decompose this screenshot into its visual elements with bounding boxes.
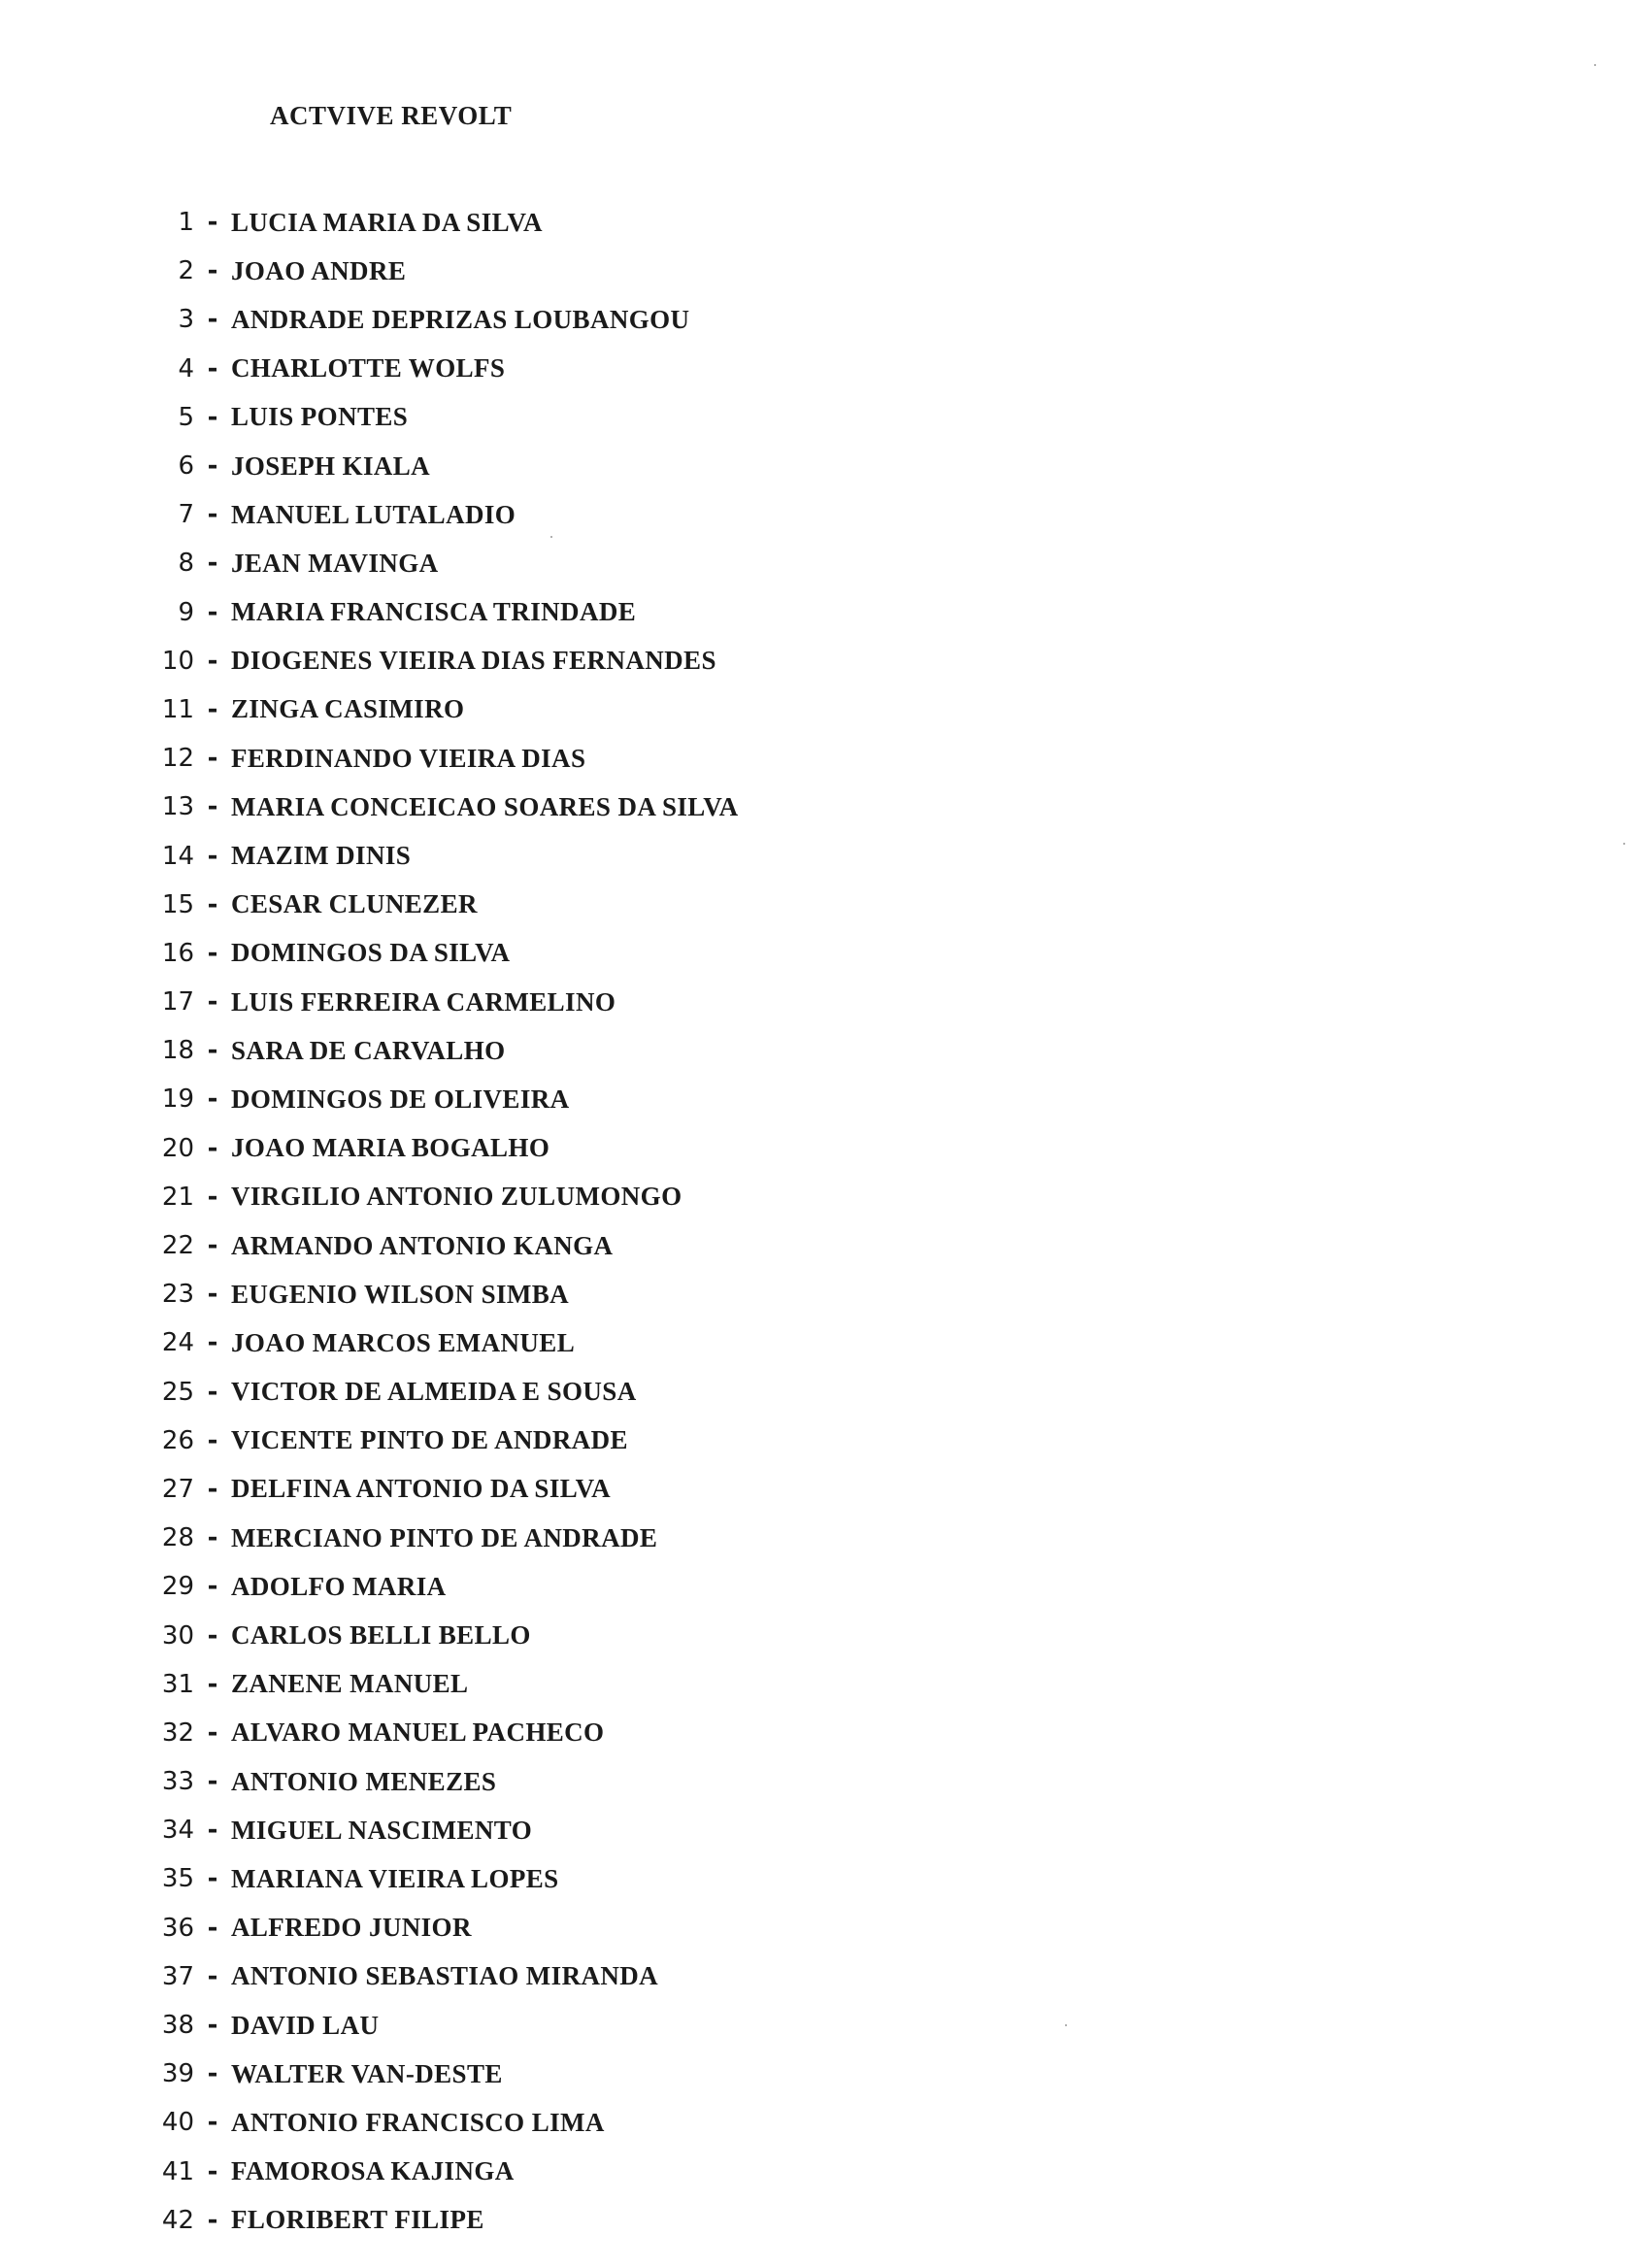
item-number: 24 [161,1328,194,1358]
item-number: 8 [178,549,194,579]
item-number: 34 [161,1816,194,1846]
item-name: ZINGA CASIMIRO [231,694,465,724]
list-item [146,1757,1311,1806]
item-name: JEAN MAVINGA [231,548,439,578]
item-name: DAVID LAU [231,2010,380,2040]
item-separator: - [207,646,218,676]
item-separator: - [207,841,218,871]
item-number: 22 [161,1231,194,1261]
item-name: DOMINGOS DE OLIVEIRA [231,1084,570,1114]
item-number: 17 [161,987,194,1017]
item-name: CHARLOTTE WOLFS [231,353,506,384]
item-separator: - [207,2011,218,2041]
list-item [146,1124,1311,1173]
list-item [146,1417,1311,1465]
item-number: 32 [161,1718,194,1748]
item-separator: - [207,1718,218,1748]
item-separator: - [207,597,218,627]
item-number: 21 [161,1182,194,1212]
item-name: JOAO MARIA BOGALHO [231,1133,550,1163]
item-separator: - [207,744,218,774]
item-number: 18 [161,1036,194,1066]
item-separator: - [207,1377,218,1407]
item-number: 27 [161,1474,194,1504]
item-separator: - [207,2059,218,2089]
item-name: WALTER VAN-DESTE [231,2058,503,2088]
item-name: CESAR CLUNEZER [231,889,478,919]
item-name: FLORIBERT FILIPE [231,2205,484,2235]
list-item [146,734,1311,783]
item-number: 31 [161,1669,194,1699]
item-name: VICENTE PINTO DE ANDRADE [231,1425,628,1455]
item-name: MAZIM DINIS [231,841,412,871]
item-separator: - [207,1425,218,1455]
item-name: EUGENIO WILSON SIMBA [231,1279,570,1309]
item-number: 5 [178,402,194,432]
item-number: 25 [161,1377,194,1407]
list-item [146,1514,1311,1562]
item-name: MIGUEL NASCIMENTO [231,1815,533,1845]
list-item [146,588,1311,637]
item-separator: - [207,987,218,1017]
item-name: ANTONIO FRANCISCO LIMA [231,2107,605,2137]
list-item [146,2196,1311,2245]
item-number: 15 [161,889,194,919]
item-number: 19 [161,1084,194,1115]
item-name: DOMINGOS DA SILVA [231,938,511,968]
item-number: 41 [161,2156,194,2186]
item-separator: - [207,1961,218,1991]
item-number: 13 [161,792,194,822]
document-title: ACTVIVE REVOLT [270,101,513,130]
item-separator: - [207,451,218,482]
item-number: 28 [161,1523,194,1553]
item-name: LUIS FERREIRA CARMELINO [231,986,616,1017]
item-separator: - [207,1084,218,1115]
item-name: CARLOS BELLI BELLO [231,1620,531,1651]
item-name: ANTONIO MENEZES [231,1766,497,1796]
item-number: 38 [161,2011,194,2041]
list-item [146,539,1311,587]
item-name: VICTOR DE ALMEIDA E SOUSA [231,1377,637,1407]
item-separator: - [207,256,218,286]
list-item [146,1709,1311,1757]
item-number: 6 [178,451,194,482]
item-number: 30 [161,1620,194,1651]
item-separator: - [207,938,218,968]
list-item [146,345,1311,393]
list-item [146,490,1311,539]
item-separator: - [207,402,218,432]
list-item [146,685,1311,734]
item-name: JOSEPH KIALA [231,450,431,481]
list-item [146,1173,1311,1221]
item-separator: - [207,792,218,822]
list-item [146,1562,1311,1611]
item-number: 14 [161,841,194,871]
item-number: 37 [161,1961,194,1991]
list-item [146,198,1311,247]
item-number: 16 [161,938,194,968]
item-number: 40 [161,2108,194,2138]
item-number: 10 [161,646,194,676]
item-name: VIRGILIO ANTONIO ZULUMONGO [231,1182,682,1212]
list-item [146,831,1311,880]
item-name: MARIANA VIEIRA LOPES [231,1863,559,1893]
scan-speck [1623,843,1625,845]
item-number: 1 [178,208,194,238]
item-name: FAMOROSA KAJINGA [231,2156,515,2186]
item-name: ANDRADE DEPRIZAS LOUBANGOU [231,304,690,334]
item-number: 12 [161,744,194,774]
item-name: ADOLFO MARIA [231,1571,447,1601]
list-item [146,295,1311,344]
item-name: MANUEL LUTALADIO [231,499,516,529]
list-item [146,2050,1311,2098]
item-name: DIOGENES VIEIRA DIAS FERNANDES [231,646,716,676]
item-number: 2 [178,256,194,286]
item-number: 33 [161,1767,194,1797]
item-name: LUIS PONTES [231,402,409,432]
item-name: ALFREDO JUNIOR [231,1913,472,1943]
item-separator: - [207,305,218,335]
list-item [146,442,1311,490]
item-separator: - [207,889,218,919]
item-number: 9 [178,597,194,627]
list-item [146,1904,1311,1952]
item-name: FERDINANDO VIEIRA DIAS [231,743,586,773]
item-name: ALVARO MANUEL PACHECO [231,1718,605,1748]
item-name: LUCIA MARIA DA SILVA [231,207,543,237]
item-separator: - [207,1816,218,1846]
item-separator: - [207,208,218,238]
item-number: 29 [161,1572,194,1602]
item-number: 35 [161,1864,194,1894]
item-separator: - [207,2108,218,2138]
item-separator: - [207,1913,218,1943]
item-number: 42 [161,2205,194,2235]
list-item [146,637,1311,685]
item-separator: - [207,1231,218,1261]
list-item [146,1465,1311,1514]
item-separator: - [207,1864,218,1894]
item-number: 4 [178,353,194,384]
item-separator: - [207,1523,218,1553]
item-name: JOAO ANDRE [231,255,407,285]
scan-speck [1594,64,1596,66]
item-name: MARIA FRANCISCA TRINDADE [231,597,637,627]
list-item [146,1221,1311,1270]
item-number: 36 [161,1913,194,1943]
item-name: JOAO MARCOS EMANUEL [231,1327,576,1357]
item-separator: - [207,1182,218,1212]
list-item [146,1368,1311,1417]
list-item [146,1611,1311,1659]
list-item [146,1854,1311,1903]
list-item [146,393,1311,442]
item-separator: - [207,1572,218,1602]
item-name: DELFINA ANTONIO DA SILVA [231,1474,611,1504]
list-item [146,929,1311,978]
item-number: 11 [161,694,194,724]
list-item [146,978,1311,1026]
item-number: 23 [161,1280,194,1310]
list-item [146,1270,1311,1318]
item-separator: - [207,1133,218,1163]
item-name: MARIA CONCEICAO SOARES DA SILVA [231,791,739,821]
item-name: ZANENE MANUEL [231,1669,469,1699]
item-separator: - [207,353,218,384]
item-number: 3 [178,305,194,335]
item-separator: - [207,1280,218,1310]
item-separator: - [207,1620,218,1651]
scan-speck [1065,2024,1067,2026]
item-name: SARA DE CARVALHO [231,1035,506,1065]
list-item [146,2098,1311,2147]
item-number: 20 [161,1133,194,1163]
item-separator: - [207,2205,218,2235]
item-separator: - [207,694,218,724]
item-number: 7 [178,500,194,530]
list-item [146,1075,1311,1123]
item-separator: - [207,1669,218,1699]
list-item [146,783,1311,831]
item-separator: - [207,1328,218,1358]
item-name: ARMANDO ANTONIO KANGA [231,1230,614,1260]
list-item [146,2148,1311,2196]
item-separator: - [207,1474,218,1504]
list-item [146,1806,1311,1854]
item-name: MERCIANO PINTO DE ANDRADE [231,1522,658,1552]
list-item [146,1952,1311,2001]
list-item [146,1318,1311,1367]
list-item [146,2001,1311,2050]
list-item [146,247,1311,295]
list-item [146,1660,1311,1709]
list-item [146,1026,1311,1075]
item-name: ANTONIO SEBASTIAO MIRANDA [231,1961,659,1991]
item-separator: - [207,549,218,579]
item-separator: - [207,1036,218,1066]
name-list [146,198,1311,2245]
item-separator: - [207,1767,218,1797]
item-separator: - [207,500,218,530]
item-number: 26 [161,1425,194,1455]
item-separator: - [207,2156,218,2186]
list-item [146,881,1311,929]
item-number: 39 [161,2059,194,2089]
scan-speck [550,536,552,538]
